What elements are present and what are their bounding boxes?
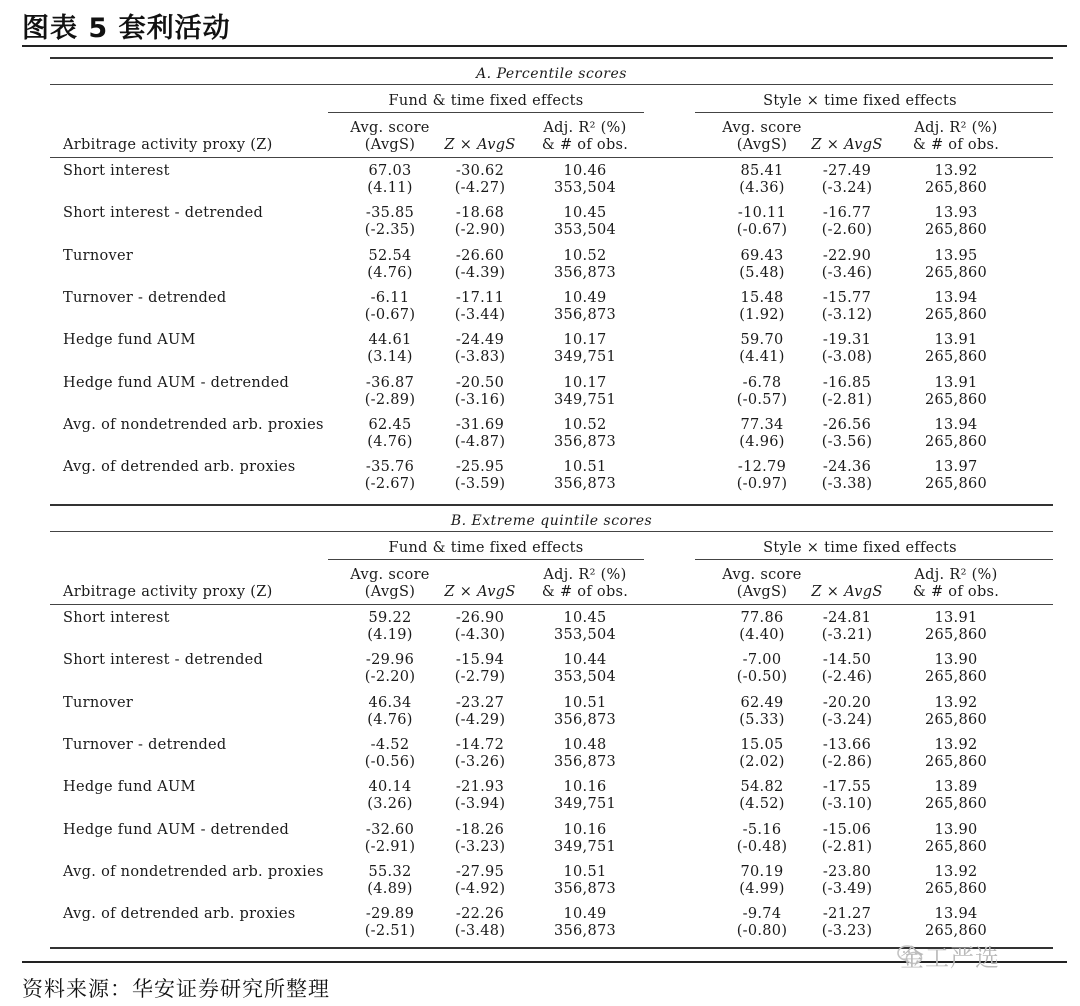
cell-value: -29.96 xyxy=(365,652,415,669)
row-label: Short interest - detrended xyxy=(63,652,264,669)
cell-stat: (-3.49) xyxy=(821,880,873,897)
group-rule-left xyxy=(328,112,644,113)
cell-stat: (4.99) xyxy=(739,880,785,897)
table-row xyxy=(50,459,1053,501)
cell-stat: 356,873 xyxy=(553,433,617,450)
table-row xyxy=(50,205,1053,247)
cell-value: 13.92 xyxy=(934,694,978,711)
avg-score-sub-header: (AvgS) xyxy=(364,137,416,153)
cell-value: -19.31 xyxy=(822,332,872,349)
cell-stat: (-2.81) xyxy=(821,838,873,855)
cell-value: -27.49 xyxy=(822,163,872,179)
cell-value: 40.14 xyxy=(368,779,412,796)
cell-value: -26.90 xyxy=(455,610,505,626)
avg-score-header: Avg. score xyxy=(722,120,802,136)
cell-value: -18.26 xyxy=(455,821,505,838)
cell-value: 10.17 xyxy=(563,332,607,349)
cell-value: -23.27 xyxy=(455,694,505,711)
cell-value: 10.16 xyxy=(563,779,607,796)
cell-stat: 265,860 xyxy=(924,753,988,770)
avg-score-header: Avg. score xyxy=(722,567,802,583)
cell-stat: (-2.79) xyxy=(454,669,506,686)
cell-value: 77.34 xyxy=(740,416,784,433)
cell-value: -7.00 xyxy=(742,652,782,669)
cell-value: -4.52 xyxy=(370,736,410,753)
cell-stat: 356,873 xyxy=(553,476,617,493)
cell-stat: 356,873 xyxy=(553,306,617,323)
cell-value: 54.82 xyxy=(740,779,784,796)
cell-stat: (4.41) xyxy=(739,349,785,366)
group-rule-right xyxy=(695,559,1053,560)
cell-stat: (-3.56) xyxy=(821,433,873,450)
cell-value: 13.89 xyxy=(934,779,978,796)
cell-stat: (-3.83) xyxy=(454,349,506,366)
cell-value: -24.49 xyxy=(455,332,505,349)
table-panel xyxy=(50,504,1053,949)
cell-stat: 353,504 xyxy=(553,669,617,686)
row-label: Hedge fund AUM xyxy=(63,332,196,349)
cell-value: -21.27 xyxy=(822,906,872,923)
cell-stat: (-3.26) xyxy=(454,753,506,770)
avg-score-sub-header: (AvgS) xyxy=(736,137,788,153)
table-row xyxy=(50,779,1053,821)
cell-value: 77.86 xyxy=(740,610,784,626)
row-label: Short interest xyxy=(63,163,170,179)
row-label: Turnover xyxy=(63,247,134,264)
cell-value: -17.11 xyxy=(455,289,505,306)
cell-value: 10.51 xyxy=(563,459,607,476)
table-panel xyxy=(50,57,1053,504)
panel-subrule xyxy=(50,531,1053,532)
cell-value: -15.77 xyxy=(822,289,872,306)
cell-stat: (-2.67) xyxy=(364,476,416,493)
cell-stat: 356,873 xyxy=(553,923,617,940)
cell-value: 59.70 xyxy=(740,332,784,349)
row-label: Short interest - detrended xyxy=(63,205,264,222)
interaction-header: Z × AvgS xyxy=(811,137,883,153)
group-rule-left xyxy=(328,559,644,560)
table-row xyxy=(50,695,1053,737)
cell-stat: (5.33) xyxy=(739,711,785,728)
cell-stat: 353,504 xyxy=(553,627,617,643)
cell-value: 13.91 xyxy=(934,610,978,626)
group-header-right: Style × time fixed effects xyxy=(763,93,957,109)
cell-value: 13.97 xyxy=(934,459,978,476)
cell-stat: (-0.56) xyxy=(364,753,416,770)
cell-value: 59.22 xyxy=(368,610,412,626)
cell-stat: (-3.21) xyxy=(821,627,873,643)
cell-stat: (-4.27) xyxy=(454,180,506,196)
cell-value: 13.91 xyxy=(934,332,978,349)
cell-stat: (-3.48) xyxy=(454,923,506,940)
cell-stat: (4.96) xyxy=(739,433,785,450)
cell-value: -32.60 xyxy=(365,821,415,838)
cell-value: 10.45 xyxy=(563,610,607,626)
cell-stat: (-3.23) xyxy=(454,838,506,855)
cell-value: -15.06 xyxy=(822,821,872,838)
row-label: Hedge fund AUM - detrended xyxy=(63,821,290,838)
cell-stat: 356,873 xyxy=(553,753,617,770)
cell-value: 10.52 xyxy=(563,247,607,264)
cell-stat: (4.76) xyxy=(367,264,413,281)
cell-value: -24.36 xyxy=(822,459,872,476)
cell-stat: (-3.59) xyxy=(454,476,506,493)
cell-stat: (-2.89) xyxy=(364,391,416,408)
cell-stat: (4.19) xyxy=(367,627,413,643)
cell-stat: (-3.12) xyxy=(821,306,873,323)
cell-stat: (-2.51) xyxy=(364,923,416,940)
cell-value: 52.54 xyxy=(368,247,412,264)
cell-value: 85.41 xyxy=(740,163,784,179)
cell-value: 13.95 xyxy=(934,247,978,264)
obs-header: & # of obs. xyxy=(541,137,629,153)
cell-stat: 265,860 xyxy=(924,476,988,493)
cell-value: -24.81 xyxy=(822,610,872,626)
row-label: Turnover xyxy=(63,694,134,711)
cell-value: -22.90 xyxy=(822,247,872,264)
cell-stat: (-3.94) xyxy=(454,796,506,813)
cell-stat: 349,751 xyxy=(553,796,617,813)
cell-stat: (-4.39) xyxy=(454,264,506,281)
avg-score-header: Avg. score xyxy=(350,120,430,136)
group-header-left: Fund & time fixed effects xyxy=(388,93,584,109)
cell-value: 44.61 xyxy=(368,332,412,349)
table-row xyxy=(50,417,1053,459)
avg-score-header: Avg. score xyxy=(350,567,430,583)
cell-stat: (-2.35) xyxy=(364,222,416,239)
cell-stat: 265,860 xyxy=(924,838,988,855)
cell-value: 10.49 xyxy=(563,289,607,306)
cell-stat: (-2.20) xyxy=(364,669,416,686)
table-row xyxy=(50,822,1053,864)
cell-value: -20.50 xyxy=(455,374,505,391)
group-rule-right xyxy=(695,112,1053,113)
cell-stat: 265,860 xyxy=(924,222,988,239)
cell-value: -35.85 xyxy=(365,205,415,222)
cell-stat: 265,860 xyxy=(924,880,988,897)
cell-stat: 265,860 xyxy=(924,796,988,813)
cell-stat: (-4.92) xyxy=(454,880,506,897)
cell-stat: (-2.81) xyxy=(821,391,873,408)
table-row xyxy=(50,375,1053,417)
panel-top-rule xyxy=(50,504,1053,506)
obs-header: & # of obs. xyxy=(912,584,1000,600)
cell-value: -35.76 xyxy=(365,459,415,476)
panel-subrule xyxy=(50,84,1053,85)
cell-stat: (-2.90) xyxy=(454,222,506,239)
group-header-left: Fund & time fixed effects xyxy=(388,540,584,556)
row-label: Avg. of detrended arb. proxies xyxy=(63,906,296,923)
cell-value: 13.94 xyxy=(934,289,978,306)
cell-stat: (-4.29) xyxy=(454,711,506,728)
adj-r2-header: Adj. R² (%) xyxy=(914,567,998,583)
cell-value: -20.20 xyxy=(822,694,872,711)
cell-value: -36.87 xyxy=(365,374,415,391)
table-row xyxy=(50,737,1053,779)
row-label: Avg. of nondetrended arb. proxies xyxy=(63,416,324,433)
row-label: Short interest xyxy=(63,610,170,626)
cell-value: -14.50 xyxy=(822,652,872,669)
cell-value: -30.62 xyxy=(455,163,505,179)
cell-stat: (-0.97) xyxy=(736,476,788,493)
cell-value: 13.94 xyxy=(934,416,978,433)
cell-stat: (-3.08) xyxy=(821,349,873,366)
figure-header xyxy=(0,0,1080,50)
cell-value: 67.03 xyxy=(368,163,412,179)
avg-score-sub-header: (AvgS) xyxy=(364,584,416,600)
table-row xyxy=(50,163,1053,205)
cell-value: -9.74 xyxy=(742,906,782,923)
cell-value: -12.79 xyxy=(737,459,787,476)
cell-stat: 356,873 xyxy=(553,711,617,728)
interaction-header: Z × AvgS xyxy=(444,137,516,153)
row-label: Avg. of detrended arb. proxies xyxy=(63,459,296,476)
cell-stat: 353,504 xyxy=(553,180,617,196)
cell-stat: (-0.80) xyxy=(736,923,788,940)
cell-value: 13.92 xyxy=(934,736,978,753)
cell-stat: (-4.87) xyxy=(454,433,506,450)
cell-value: 10.46 xyxy=(563,163,607,179)
cell-value: -10.11 xyxy=(737,205,787,222)
avg-score-sub-header: (AvgS) xyxy=(736,584,788,600)
cell-value: 70.19 xyxy=(740,863,784,880)
table-row xyxy=(50,290,1053,332)
cell-stat: (4.89) xyxy=(367,880,413,897)
panel-title: A. Percentile scores xyxy=(476,66,627,82)
cell-value: 10.16 xyxy=(563,821,607,838)
cell-stat: (3.26) xyxy=(367,796,413,813)
cell-stat: (-3.16) xyxy=(454,391,506,408)
cell-stat: 353,504 xyxy=(553,222,617,239)
cell-value: -31.69 xyxy=(455,416,505,433)
cell-stat: (5.48) xyxy=(739,264,785,281)
cell-value: -14.72 xyxy=(455,736,505,753)
cell-value: -26.56 xyxy=(822,416,872,433)
cell-stat: 265,860 xyxy=(924,669,988,686)
cell-stat: (-0.57) xyxy=(736,391,788,408)
row-label: Avg. of nondetrended arb. proxies xyxy=(63,863,324,880)
cell-value: 15.05 xyxy=(740,736,784,753)
cell-stat: (-3.23) xyxy=(821,923,873,940)
cell-value: 13.91 xyxy=(934,374,978,391)
cell-value: 69.43 xyxy=(740,247,784,264)
row-label: Hedge fund AUM xyxy=(63,779,196,796)
table-row xyxy=(50,332,1053,374)
cell-value: 10.49 xyxy=(563,906,607,923)
cell-stat: (-3.38) xyxy=(821,476,873,493)
cell-value: -6.78 xyxy=(742,374,782,391)
cell-value: -5.16 xyxy=(742,821,782,838)
cell-value: -17.55 xyxy=(822,779,872,796)
figure-title: 图表 5 套利活动 xyxy=(22,13,231,44)
cell-value: -27.95 xyxy=(455,863,505,880)
cell-stat: (-0.67) xyxy=(364,306,416,323)
cell-value: 62.49 xyxy=(740,694,784,711)
cell-value: 46.34 xyxy=(368,694,412,711)
cell-value: 10.48 xyxy=(563,736,607,753)
cell-value: -18.68 xyxy=(455,205,505,222)
adj-r2-header: Adj. R² (%) xyxy=(914,120,998,136)
cell-value: -16.77 xyxy=(822,205,872,222)
proxy-column-header: Arbitrage activity proxy (Z) xyxy=(63,584,273,600)
cell-stat: (-2.60) xyxy=(821,222,873,239)
cell-stat: 265,860 xyxy=(924,391,988,408)
cell-stat: 265,860 xyxy=(924,180,988,196)
cell-value: -21.93 xyxy=(455,779,505,796)
cell-value: -16.85 xyxy=(822,374,872,391)
header-bottom-rule xyxy=(50,604,1053,605)
cell-value: 10.51 xyxy=(563,863,607,880)
cell-stat: (-3.10) xyxy=(821,796,873,813)
cell-value: 10.17 xyxy=(563,374,607,391)
panel-top-rule xyxy=(50,57,1053,59)
cell-stat: 349,751 xyxy=(553,838,617,855)
cell-stat: 265,860 xyxy=(924,306,988,323)
cell-stat: 356,873 xyxy=(553,264,617,281)
cell-stat: 349,751 xyxy=(553,349,617,366)
cell-value: -25.95 xyxy=(455,459,505,476)
cell-stat: (-3.46) xyxy=(821,264,873,281)
cell-value: 13.92 xyxy=(934,163,978,179)
cell-stat: (2.02) xyxy=(739,753,785,770)
cell-value: 13.90 xyxy=(934,652,978,669)
cell-stat: (-3.24) xyxy=(821,180,873,196)
cell-stat: (-0.50) xyxy=(736,669,788,686)
cell-value: -26.60 xyxy=(455,247,505,264)
interaction-header: Z × AvgS xyxy=(444,584,516,600)
cell-stat: (4.36) xyxy=(739,180,785,196)
cell-stat: (-3.44) xyxy=(454,306,506,323)
cell-stat: (3.14) xyxy=(367,349,413,366)
cell-stat: (-2.86) xyxy=(821,753,873,770)
panel-title: B. Extreme quintile scores xyxy=(450,513,653,529)
cell-stat: 265,860 xyxy=(924,349,988,366)
cell-value: 15.48 xyxy=(740,289,784,306)
cell-value: -13.66 xyxy=(822,736,872,753)
interaction-header: Z × AvgS xyxy=(811,584,883,600)
cell-stat: (4.76) xyxy=(367,433,413,450)
watermark: 金工严选 xyxy=(900,944,1000,972)
table-row xyxy=(50,610,1053,652)
obs-header: & # of obs. xyxy=(912,137,1000,153)
adj-r2-header: Adj. R² (%) xyxy=(543,567,627,583)
table-row xyxy=(50,864,1053,906)
row-label: Turnover - detrended xyxy=(63,289,227,306)
cell-value: 13.90 xyxy=(934,821,978,838)
cell-value: 10.52 xyxy=(563,416,607,433)
cell-stat: 356,873 xyxy=(553,880,617,897)
cell-stat: (-0.48) xyxy=(736,838,788,855)
cell-stat: (4.76) xyxy=(367,711,413,728)
cell-stat: 349,751 xyxy=(553,391,617,408)
adj-r2-header: Adj. R² (%) xyxy=(543,120,627,136)
cell-stat: (4.52) xyxy=(739,796,785,813)
cell-stat: (-2.91) xyxy=(364,838,416,855)
cell-value: 13.93 xyxy=(934,205,978,222)
cell-value: 10.45 xyxy=(563,205,607,222)
obs-header: & # of obs. xyxy=(541,584,629,600)
cell-stat: (-0.67) xyxy=(736,222,788,239)
cell-stat: (-4.30) xyxy=(454,627,506,643)
header-bottom-rule xyxy=(50,157,1053,158)
cell-value: 13.92 xyxy=(934,863,978,880)
cell-value: 55.32 xyxy=(368,863,412,880)
cell-value: -15.94 xyxy=(455,652,505,669)
cell-value: 62.45 xyxy=(368,416,412,433)
proxy-column-header: Arbitrage activity proxy (Z) xyxy=(63,137,273,153)
cell-stat: 265,860 xyxy=(924,433,988,450)
cell-stat: (4.11) xyxy=(367,180,413,196)
cell-value: -6.11 xyxy=(370,289,410,306)
cell-value: 13.94 xyxy=(934,906,978,923)
cell-value: -22.26 xyxy=(455,906,505,923)
cell-value: -29.89 xyxy=(365,906,415,923)
source-text: 资料来源：华安证券研究所整理 xyxy=(22,977,330,1001)
cell-stat: 265,860 xyxy=(924,264,988,281)
row-label: Hedge fund AUM - detrended xyxy=(63,374,290,391)
cell-value: -23.80 xyxy=(822,863,872,880)
cell-stat: 265,860 xyxy=(924,627,988,643)
table-row xyxy=(50,652,1053,694)
cell-value: 10.51 xyxy=(563,694,607,711)
cell-stat: (-3.24) xyxy=(821,711,873,728)
row-label: Turnover - detrended xyxy=(63,736,227,753)
cell-value: 10.44 xyxy=(563,652,607,669)
cell-stat: (1.92) xyxy=(739,306,785,323)
title-rule xyxy=(22,45,1067,47)
group-header-right: Style × time fixed effects xyxy=(763,540,957,556)
cell-stat: (4.40) xyxy=(739,627,785,643)
cell-stat: (-2.46) xyxy=(821,669,873,686)
cell-stat: 265,860 xyxy=(924,711,988,728)
cell-stat: 265,860 xyxy=(924,923,988,940)
table-row xyxy=(50,248,1053,290)
